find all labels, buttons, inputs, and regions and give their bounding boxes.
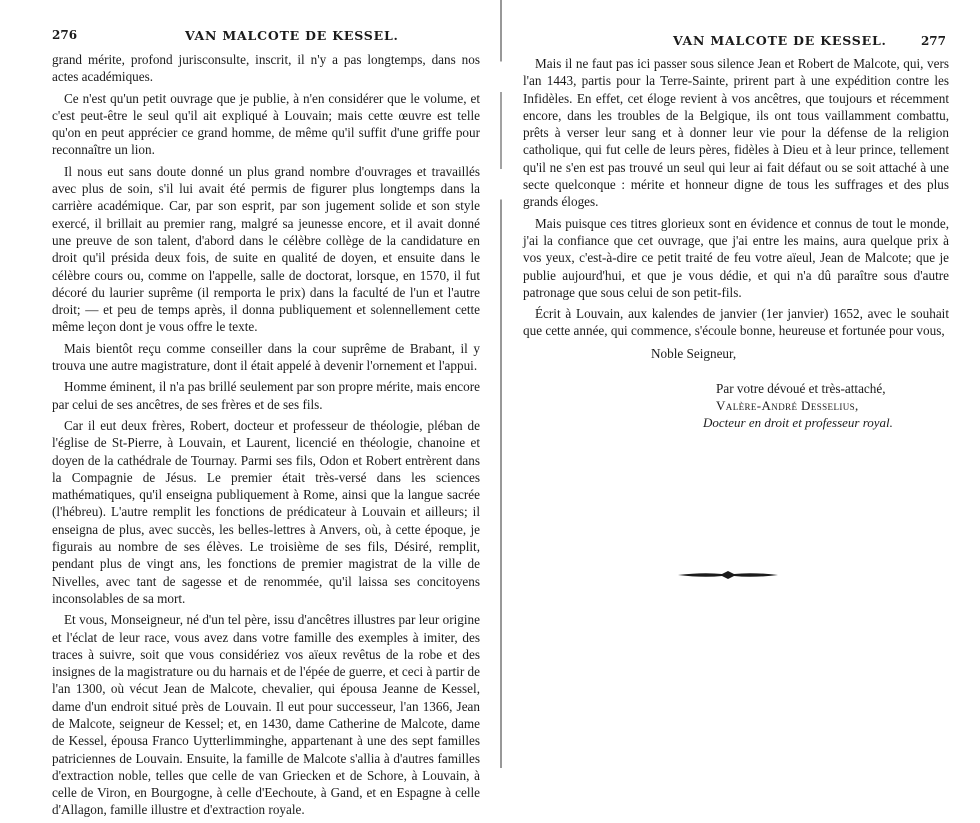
running-head: VAN MALCOTE DE KESSEL. <box>673 33 887 48</box>
paragraph: grand mérite, profond jurisconsulte, inscrit, il n'y a pas longtemps, dans nos actes académiques. <box>52 52 480 85</box>
running-head: VAN MALCOTE DE KESSEL. <box>185 28 399 43</box>
paragraph: Écrit à Louvain, aux kalendes de janvier (1er janvier) 1652, avec le souhait que cette année, qui commence, s'écoule bonne, heureuse et fortunée pour vous, <box>523 306 949 339</box>
paragraph: Mais bientôt reçu comme conseiller dans la cour suprême de Brabant, il y trouva une autre magistrature, dont il était appelé à devenir l'ornement et l'appui. <box>52 340 480 374</box>
ornament-icon <box>678 568 778 582</box>
right-page <box>503 0 980 768</box>
paragraph: Et vous, Monseigneur, né d'un tel père, issu d'ancêtres illustres par leur origine et l'éclat de leur race, vous avez dans votre famille des exemples à imiter, des traces à suivre, soit que vous considériez vos aïeux revêtus de la robe et des insignes de la magistrature ou du harnais et de l'épée de guerre, et ceci à partir de l'an 1300, où vécut Jean de Malcote, chevalier, qui épousa Jeanne de Kessel, dame d'un endroit situé près de Louvain. Il eut pour successeur, l'an 1366, Jean de Malcote, seigneur de Kessel; et, en 1430, dame Catherine de Malcote, dame de Kessel, épousa Franco Uytterlimminghe, appartenant à une des sept familles patriciennes de Louvain. Ensuite, la famille de Malcote s'allia à d'autres familles d'extraction noble, telles que celle de van Griecken et de Schore, à Louvain, à celle de Viron, en Bourgogne, à celle d'Eechoute, à Gand, et en Espagne à celle d'Allagon, famille illustre et d'extraction royale. <box>52 612 480 818</box>
paragraph: Car il eut deux frères, Robert, docteur et professeur de théologie, pléban de l'église de St-Pierre, à Louvain, et Laurent, licencié en théologie, chanoine et doyen de la cathédrale de Tournay. Parmi ses fils, Odon et Robert entrèrent dans la Compagnie de Jésus. Le premier était très-versé dans les sciences mathématiques, qu'il enseigna publiquement à Rome, ainsi que la langue sacrée (l'hébreu). L'autre remplit les fonctions de prédicateur à Louvain et ailleurs; il enseigna de plus, avec succès, les belles-lettres à Anvers, où, à cette époque, je figurais au nombre de ses élèves. Le troisième de ses fils, Désiré, remplit, pendant plus de vingt ans, les fonctions de premier magistrat de la ville de Nivelles, avec tant de sagesse et de renommée, qu'il laissa ses concitoyens inconsolables de sa mort. <box>52 417 480 606</box>
signer-name: Valère-André Desselius, <box>716 398 859 413</box>
paragraph: Mais puisque ces titres glorieux sont en évidence et connus de tout le monde, j'ai la confiance que cet ouvrage, que j'ai entre les mains, aura quelque prix à vos yeux, c'est-à-dire ce petit traité de feu votre aïeul, Jean de Malcote; que je publie aujourd'hui, et que je vous dédie, et qui n'a dû paraître sous d'autre patronage que sous celui de son petit-fils. <box>523 215 949 300</box>
page-number: 276 <box>52 28 78 42</box>
book-gutter <box>500 0 502 768</box>
salutation: Noble Seigneur, <box>651 346 737 361</box>
body-text <box>52 51 480 823</box>
paragraph: Homme éminent, il n'a pas brillé seulement par son propre mérite, mais encore par celui de ses ancêtres, de ses frères et de ses fils. <box>52 379 480 412</box>
page-number: 277 <box>920 34 946 48</box>
paragraph: Mais il ne faut pas ici passer sous silence Jean et Robert de Malcote, qui, vers l'an 1443, partis pour la Terre-Sainte, prirent part à une expédition contre les Infidèles. En effet, cet éloge revient à vos ancêtres, que toujours et récemment encore, dans les troubles de la Belgique, ils ont tous vaillamment combattu, prêts à verser leur sang et à donner leur vie pour la défense de la religion catholique, qui fut celle de leurs pères, fidèles à Dieu et à leur prince, tellement qu'il ne s'en est pas trouvé un seul qui leur ai fait défaut ou se soit attaché à une secte quelconque : mérite et honneur digne de tous les suffrages et des plus grands éloges. <box>523 56 949 210</box>
body-text <box>523 55 949 344</box>
closing-line: Par votre dévoué et très-attaché, <box>716 381 886 396</box>
paragraph: Il nous eut sans doute donné un plus grand nombre d'ouvrages et travaillés avec plus de soin, s'il lui avait été permis de figurer plus longtemps dans la carrière académique. Car, par son esprit, par son jugement solide et son style exercé, il brillait au premier rang, malgré sa jeunesse encore, et il avait donné une preuve de son talent, d'abord dans le célèbre collège de la candidature en droit qu'il présida deux fois, de suite en qualité de doyen, et ensuite dans le célèbre cours ou, comme on l'appelle, salle de doctorat, lorsque, en 1570, il fut décoré du laurier suprême (il remporta le prix) dans la faculté de l'un et l'autre droit; — et peu de temps après, il donna publiquement et solennellement cette même leçon dont je vous offre le texte. <box>52 163 480 335</box>
signer-title: Docteur en droit et professeur royal. <box>703 415 893 430</box>
paragraph: Ce n'est qu'un petit ouvrage que je publie, à n'en considérer que le volume, et c'est peut-être le seul qu'il ait expliqué à Louvain; mais cette œuvre est telle qu'on en peut apprécier ce grand homme, de même qu'il suffit d'une griffe pour reconnaître un lion. <box>52 90 480 158</box>
